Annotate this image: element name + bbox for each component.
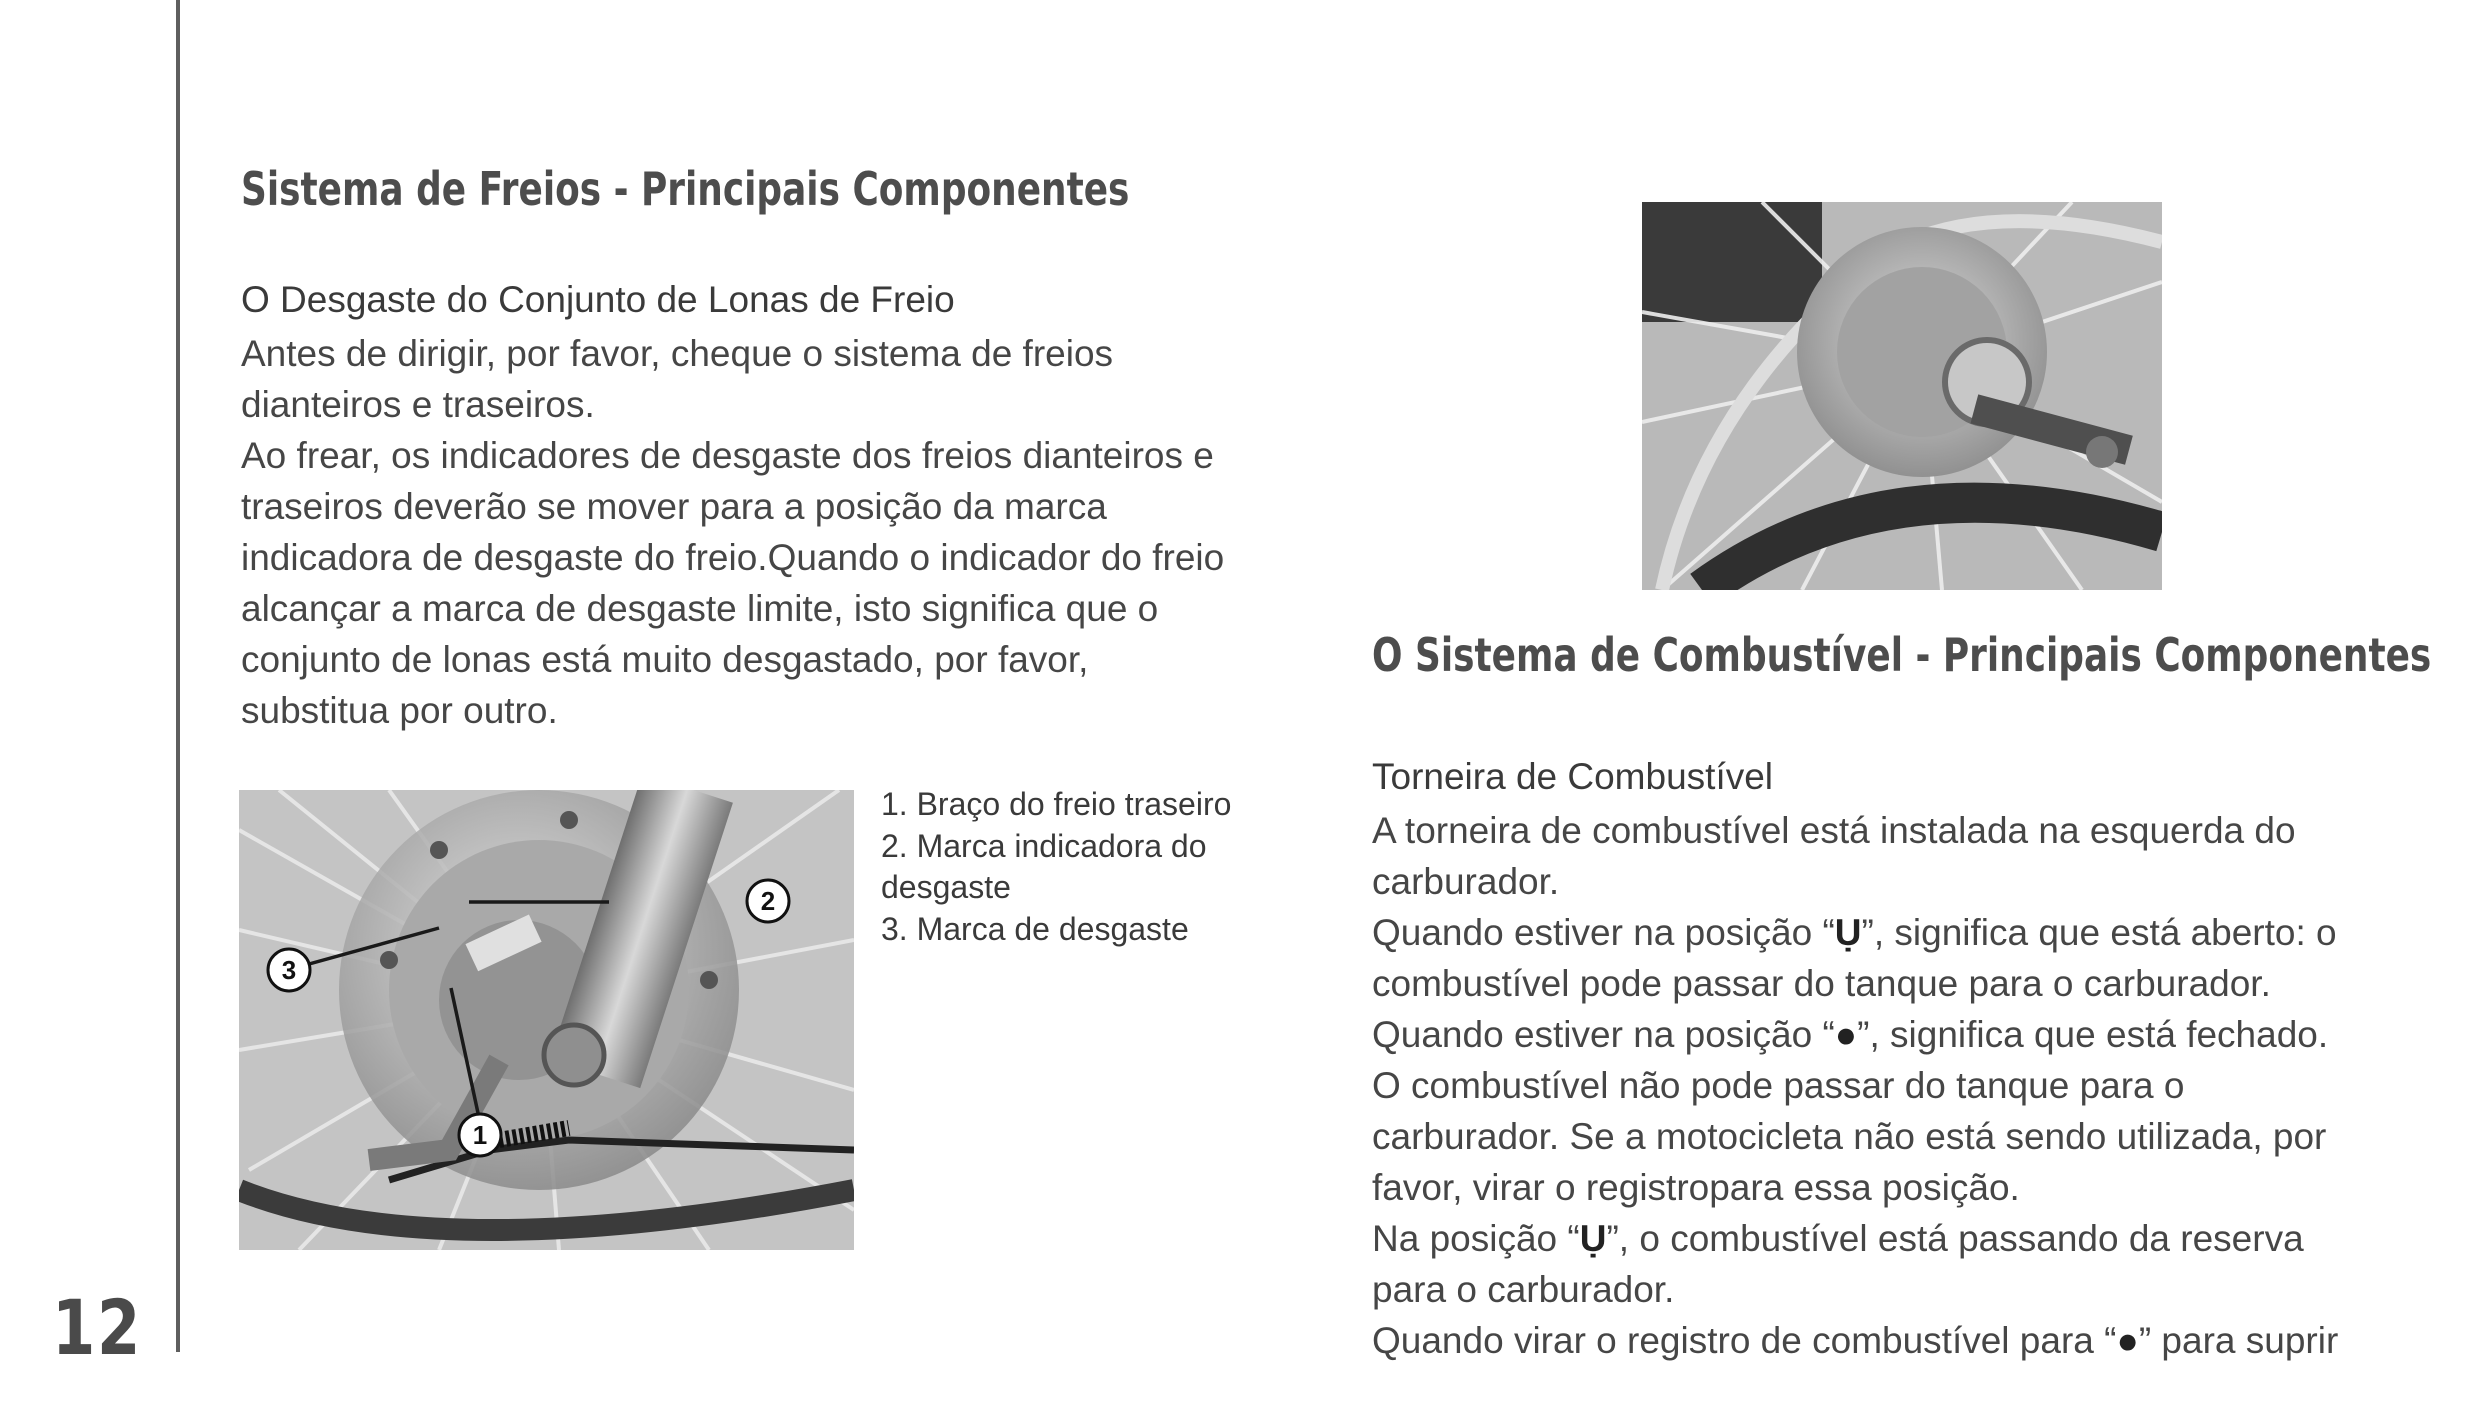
fuel-line: combustível pode passar do tanque para o carburador. bbox=[1372, 963, 2271, 1005]
fuel-line: A torneira de combustível está instalada na esquerda do bbox=[1372, 810, 2296, 852]
fuel-line: Na posição “Ụ”, o combustível está passando da reserva bbox=[1372, 1218, 2304, 1260]
callout-2 bbox=[747, 880, 789, 922]
brakes-line: substitua por outro. bbox=[241, 690, 558, 732]
fuel-heading: O Sistema de Combustível - Principais Componentes bbox=[1372, 628, 2432, 682]
brakes-line: conjunto de lonas está muito desgastado, por favor, bbox=[241, 639, 1089, 681]
brakes-heading: Sistema de Freios - Principais Componentes bbox=[241, 162, 1130, 216]
legend-item: 2. Marca indicadora do desgaste bbox=[881, 828, 1207, 905]
callout-3-label: 3 bbox=[281, 955, 297, 985]
brakes-subheading: O Desgaste do Conjunto de Lonas de Freio bbox=[241, 279, 955, 320]
margin-rule bbox=[176, 0, 180, 1352]
brakes-text bbox=[241, 278, 1331, 736]
callout-2-label: 2 bbox=[760, 886, 776, 916]
callout-3 bbox=[268, 949, 310, 991]
fuel-subheading: Torneira de Combustível bbox=[1372, 756, 1774, 797]
brakes-line: alcançar a marca de desgaste limite, isto significa que o bbox=[241, 588, 1159, 630]
fuel-closed-icon: ● bbox=[2116, 1320, 2139, 1362]
brake-legend bbox=[881, 784, 1321, 951]
legend-item: 1. Braço do freio traseiro bbox=[881, 786, 1232, 822]
fuel-open-icon: Ụ bbox=[1834, 912, 1862, 954]
rear-wheel-illustration bbox=[1642, 202, 2162, 590]
fuel-line: carburador. bbox=[1372, 861, 1560, 903]
fuel-closed-icon: ● bbox=[1834, 1014, 1858, 1056]
fuel-text bbox=[1372, 755, 2452, 1366]
fuel-line: carburador. Se a motocicleta não está sendo utilizada, por bbox=[1372, 1116, 2327, 1158]
legend-item: 3. Marca de desgaste bbox=[881, 911, 1189, 947]
brakes-line: Antes de dirigir, por favor, cheque o sistema de freios bbox=[241, 333, 1114, 375]
callout-1 bbox=[459, 1114, 501, 1156]
front-brake-illustration bbox=[239, 790, 854, 1250]
brakes-line: dianteiros e traseiros. bbox=[241, 384, 595, 426]
brakes-line: Ao frear, os indicadores de desgaste dos freios dianteiros e bbox=[241, 435, 1214, 477]
fuel-line: O combustível não pode passar do tanque para o bbox=[1372, 1065, 2185, 1107]
fuel-line: Quando estiver na posição “Ụ”, significa que está aberto: o bbox=[1372, 912, 2337, 954]
page-number: 12 bbox=[52, 1283, 143, 1372]
fuel-line: Quando virar o registro de combustível para “●” para suprir bbox=[1372, 1320, 2339, 1362]
fuel-line: favor, virar o registropara essa posição. bbox=[1372, 1167, 2020, 1209]
fuel-reserve-icon: Ụ bbox=[1579, 1218, 1607, 1260]
front-brake-photo bbox=[239, 790, 854, 1250]
rear-wheel-photo bbox=[1642, 202, 2162, 590]
callout-1-label: 1 bbox=[472, 1120, 488, 1150]
brakes-line: indicadora de desgaste do freio.Quando o indicador do freio bbox=[241, 537, 1225, 579]
brakes-line: traseiros deverão se mover para a posição da marca bbox=[241, 486, 1107, 528]
fuel-line: Quando estiver na posição “●”, significa que está fechado. bbox=[1372, 1014, 2329, 1056]
fuel-line: para o carburador. bbox=[1372, 1269, 1675, 1311]
